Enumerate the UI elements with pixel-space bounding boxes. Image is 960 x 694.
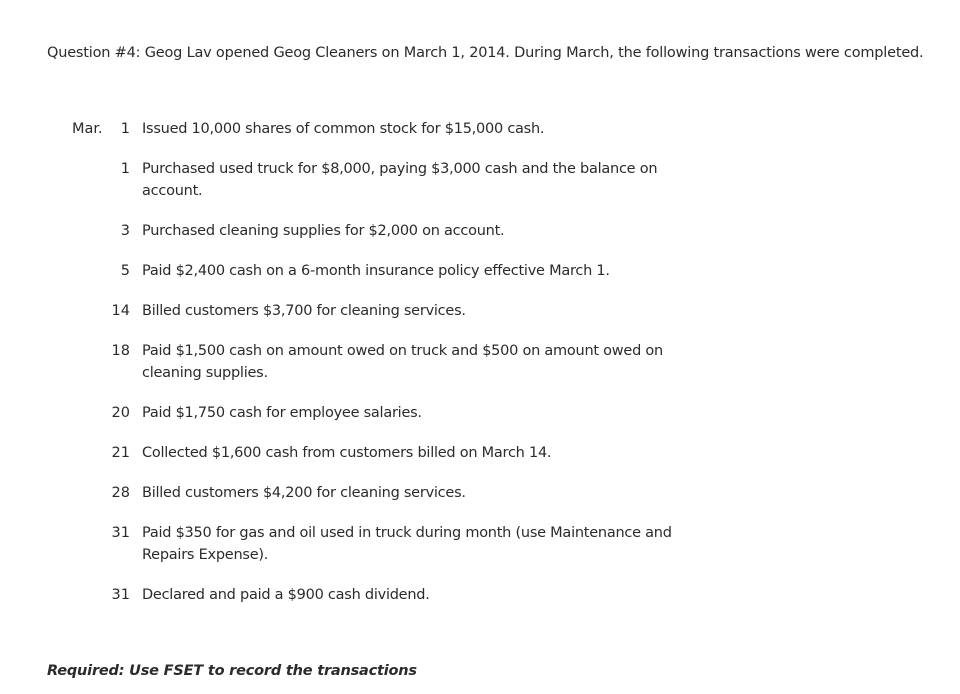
transaction-description: Declared and paid a $900 cash dividend.: [142, 587, 430, 603]
transaction-row: [72, 340, 702, 402]
transaction-description: Issued 10,000 shares of common stock for $15,000 cash.: [142, 121, 545, 137]
transaction-row: [72, 522, 702, 584]
transaction-row: [72, 442, 702, 482]
transaction-description: Paid $1,750 cash for employee salaries.: [142, 405, 422, 421]
transaction-description: Billed customers $3,700 for cleaning services.: [142, 303, 466, 319]
transaction-description: Purchased used truck for $8,000, paying $3,000 cash and the balance on account.: [142, 161, 658, 199]
transaction-day: 3: [120, 223, 130, 239]
transaction-description: Collected $1,600 cash from customers billed on March 14.: [142, 445, 552, 461]
transaction-description: Paid $1,500 cash on amount owed on truck and $500 on amount owed on cleaning supplies.: [142, 343, 663, 381]
transaction-row: [72, 402, 702, 442]
transaction-day: 1: [120, 121, 130, 137]
transaction-day: 21: [111, 445, 130, 461]
transaction-day: 1: [120, 161, 130, 177]
transaction-day: 14: [111, 303, 130, 319]
month-label: Mar.: [72, 121, 103, 137]
transaction-row: [72, 118, 702, 158]
transaction-row: [72, 158, 702, 220]
required-instruction: Required: Use FSET to record the transactions: [47, 663, 417, 679]
transaction-day: 20: [111, 405, 130, 421]
transaction-row: [72, 260, 702, 300]
transaction-description: Purchased cleaning supplies for $2,000 on account.: [142, 223, 505, 239]
transaction-day: 28: [111, 485, 130, 501]
transactions-table: [72, 118, 702, 624]
transaction-day: 5: [120, 263, 130, 279]
transaction-row: [72, 482, 702, 522]
question-text: Question #4: Geog Lav opened Geog Cleaners on March 1, 2014. During March, the following transactions were completed.: [47, 45, 924, 61]
transaction-row: [72, 300, 702, 340]
transaction-description: Billed customers $4,200 for cleaning services.: [142, 485, 466, 501]
transaction-description: Paid $350 for gas and oil used in truck during month (use Maintenance and Repairs Expense).: [142, 525, 672, 563]
transaction-row: [72, 584, 702, 624]
transaction-day: 31: [111, 525, 130, 541]
transaction-day: 31: [111, 587, 130, 603]
transaction-day: 18: [111, 343, 130, 359]
transaction-description: Paid $2,400 cash on a 6-month insurance policy effective March 1.: [142, 263, 610, 279]
transaction-row: [72, 220, 702, 260]
